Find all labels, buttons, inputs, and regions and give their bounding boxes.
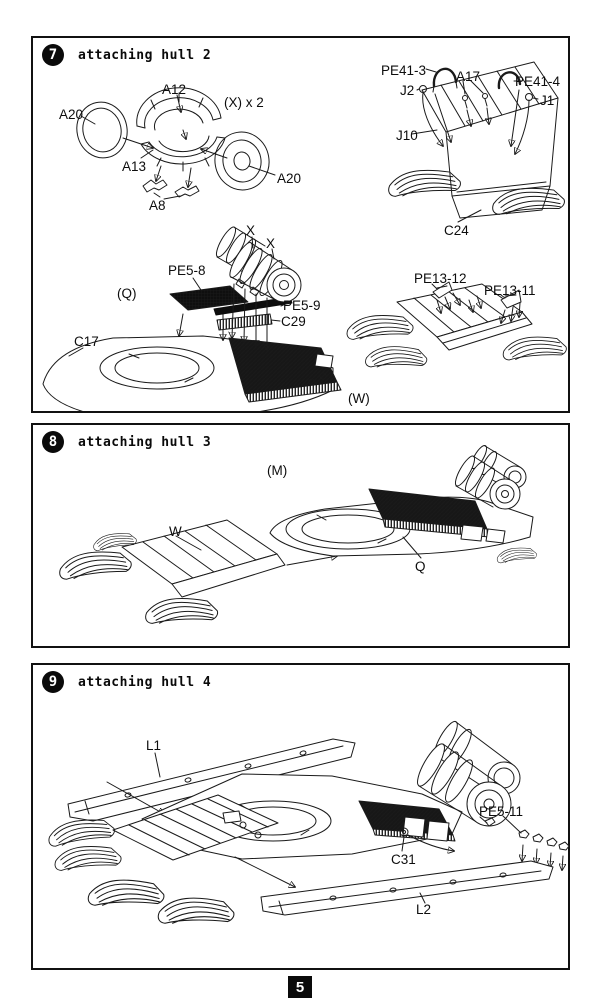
step-8-header: [42, 431, 211, 453]
step-7-badge: 7: [42, 44, 64, 66]
part-label-j2: J2: [400, 83, 415, 98]
step-9-badge: 9: [42, 671, 64, 693]
part-label-l1: L1: [146, 738, 162, 753]
step-panel-8: [31, 423, 570, 648]
part-label-a17: A17: [456, 69, 481, 84]
part-label-x1: X: [246, 223, 256, 238]
step-8-title: attaching hull 3: [78, 434, 212, 450]
note-m: (M): [267, 463, 288, 478]
step-8-badge: 8: [42, 431, 64, 453]
part-label-j10: J10: [396, 128, 418, 143]
step-7-header: [42, 44, 211, 66]
step-7-title: attaching hull 2: [78, 47, 212, 63]
part-label-a20-right: A20: [277, 171, 302, 186]
note-q: (Q): [117, 286, 137, 301]
part-label-pe41-3: PE41-3: [381, 63, 427, 78]
part-label-l2: L2: [416, 902, 432, 917]
part-label-c24: C24: [444, 223, 469, 238]
part-label-pe13-12: PE13-12: [414, 271, 467, 286]
part-label-a20-left: A20: [59, 107, 84, 122]
note-w: (W): [348, 391, 370, 406]
part-label-pe5-11: PE5-11: [479, 804, 524, 819]
step-panel-9: [31, 663, 570, 970]
step-9-title: attaching hull 4: [78, 674, 212, 690]
part-label-c31: C31: [391, 852, 416, 867]
note-x-times-2: (X) x 2: [224, 95, 264, 110]
part-label-pe41-4: PE41-4: [515, 74, 561, 89]
part-label-a12: A12: [162, 82, 187, 97]
part-label-a8: A8: [149, 198, 166, 213]
part-label-pe13-11: PE13-11: [484, 283, 536, 298]
illustration-step8: [33, 425, 570, 646]
page-number: 5: [288, 976, 312, 998]
part-label-pe5-8: PE5-8: [168, 263, 206, 278]
part-label-x2: X: [266, 236, 276, 251]
part-label-w: W: [169, 524, 182, 539]
part-label-c17: C17: [74, 334, 99, 349]
part-label-q: Q: [415, 559, 426, 574]
part-label-a13: A13: [122, 159, 147, 174]
part-label-pe5-9: PE5-9: [283, 298, 321, 313]
part-label-j1: J1: [540, 93, 555, 108]
illustration-step7: [33, 38, 570, 411]
step-panel-7: [31, 36, 570, 413]
part-label-c29: C29: [281, 314, 306, 329]
step-9-header: [42, 671, 211, 693]
